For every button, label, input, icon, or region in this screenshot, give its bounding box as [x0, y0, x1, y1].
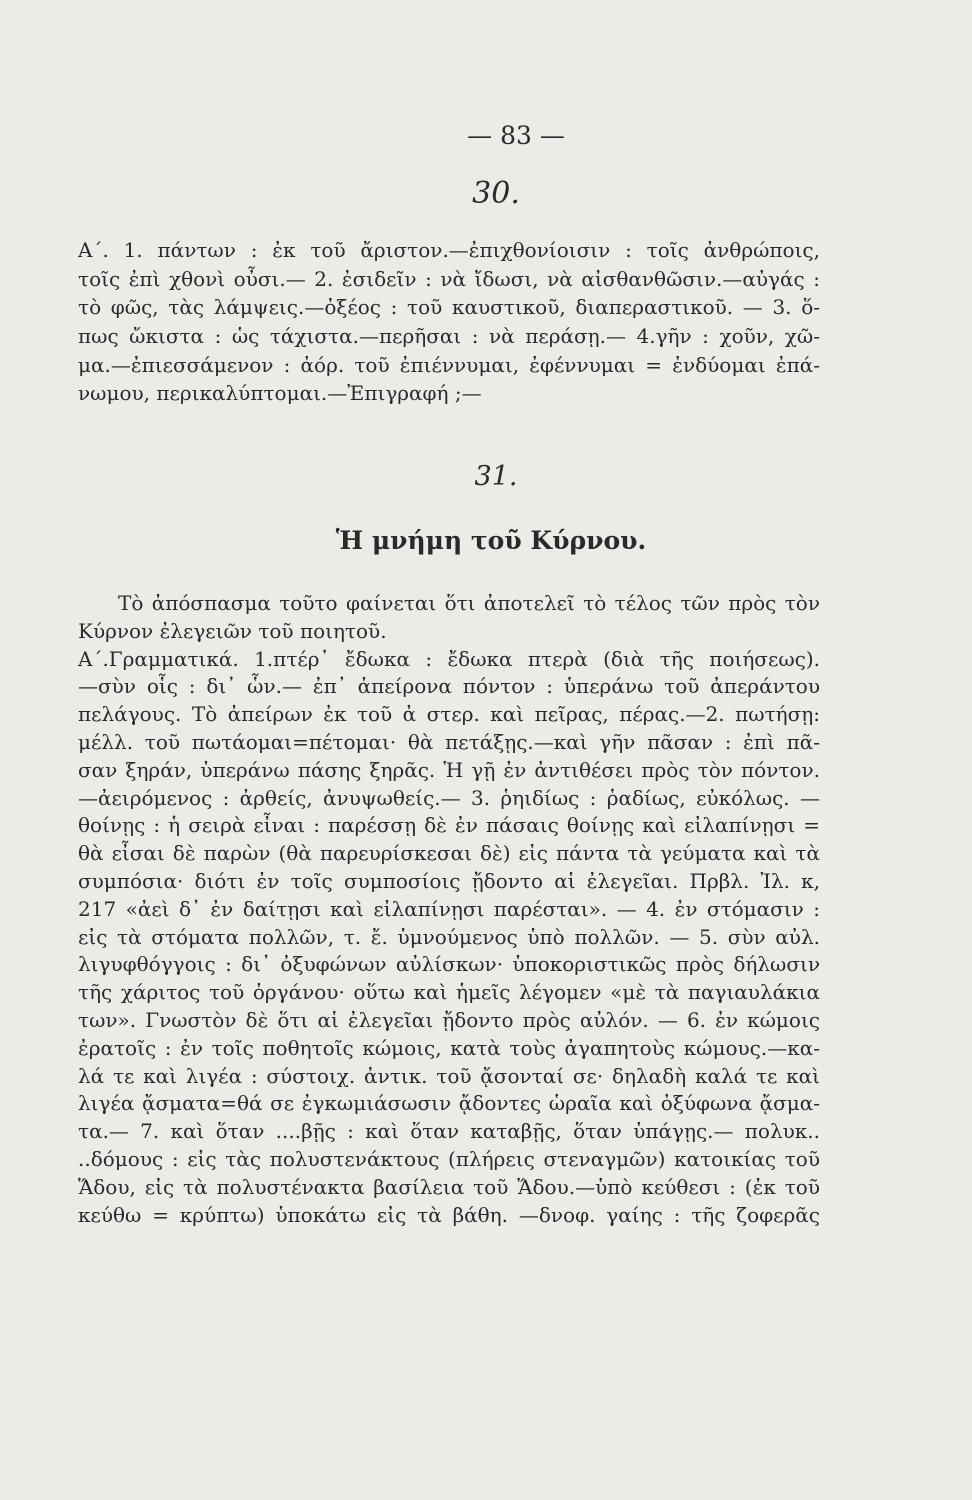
text-line: τὸ φῶς, τὰς λάμψεις.—ὀξέος : τοῦ καυστικοῦ, διαπεραστικοῦ. — 3. ὅ-: [78, 295, 820, 320]
text-line: 217 «ἀεὶ δ᾽ ἐν δαίτῃσι καὶ εἰλαπίνῃσι παρέσται». — 4. ἐν στόμασιν :: [78, 896, 820, 921]
text-line: Α΄. 1. πάντων : ἐκ τοῦ ἄριστον.—ἐπιχθονίοισιν : τοῖς ἀνθρώποις,: [78, 238, 820, 262]
section-31-title: Ἡ μνήμη τοῦ Κύρνου.: [335, 526, 647, 555]
text-line: Τὸ ἀπόσπασμα τοῦτο φαίνεται ὅτι ἀποτελεῖ τὸ τέλος τῶν πρὸς τὸν: [118, 591, 820, 615]
text-line: εἰς τὰ στόματα πολλῶν, τ. ἔ. ὑμνούμενος ὑπὸ πολλῶν. — 5. σὺν αὐλ.: [78, 924, 820, 949]
text-line: σαν ξηράν, ὑπεράνω πάσης ξηρᾶς. Ἡ γῇ ἐν ἀντιθέσει πρὸς τὸν πόντον.: [78, 757, 820, 782]
text-line: συμπόσια· διότι ἐν τοῖς συμποσίοις ᾔδοντο αἱ ἐλεγεῖαι. Πρβλ. Ἰλ. κ,: [78, 868, 820, 893]
text-line: —σὺν οἷς : δι᾽ ὧν.— ἐπ᾽ ἀπείρονα πόντον : ὑπεράνω τοῦ ἀπεράντου: [78, 674, 820, 699]
text-line: λιγέα ᾄσματα=θά σε ἐγκωμιάσωσιν ᾄδοντες ὡραῖα καὶ ὀξύφωνα ᾄσμα-: [78, 1091, 820, 1116]
text-line: Α΄.Γραμματικά. 1.πτέρ᾽ ἔδωκα : ἔδωκα πτερὰ (διὰ τῆς ποιήσεως).: [78, 646, 820, 671]
text-line: νωμου, περικαλύπτομαι.—Ἐπιγραφή ;—: [78, 381, 482, 406]
text-line: τοῖς ἐπὶ χθονὶ οὖσι.— 2. ἐσιδεῖν : νὰ ἴδωσι, νὰ αἰσθανθῶσιν.—αὐγάς :: [78, 266, 820, 291]
text-line: θοίνῃς : ἡ σειρὰ εἶναι : παρέσσῃ δὲ ἐν πάσαις θοίνῃς καὶ εἰλαπίνῃσι =: [78, 813, 820, 838]
text-line: μα.—ἐπιεσσάμενον : ἀόρ. τοῦ ἐπιέννυμαι, ἐφέννυμαι = ἐνδύομαι ἐπά-: [78, 352, 820, 377]
text-line: πελάγους. Τὸ ἀπείρων ἐκ τοῦ ἀ στερ. καὶ πεῖρας, πέρας.—2. πωτήσῃ:: [78, 702, 820, 727]
section-30-number: 30.: [472, 176, 520, 211]
text-line: τα.— 7. καὶ ὅταν ....βῇς : καὶ ὅταν καταβῇς, ὅταν ὑπάγῃς.— πολυκ..: [78, 1119, 820, 1144]
text-line: θὰ εἶσαι δὲ παρὼν (θὰ παρευρίσκεσαι δὲ) εἰς πάντα τὰ γεύματα καὶ τὰ: [78, 841, 820, 866]
text-line: Κύρνον ἐλεγειῶν τοῦ ποιητοῦ.: [78, 618, 387, 643]
text-line: —ἀειρόμενος : ἀρθείς, ἀνυψωθείς.— 3. ῥηιδίως : ῥαδίως, εὐκόλως. —: [78, 785, 820, 810]
text-line: λιγυφθόγγοις : δι᾽ ὀξυφώνων αὐλίσκων· ὑποκοριστικῶς πρὸς δήλωσιν: [78, 952, 820, 977]
text-line: μέλλ. τοῦ πωτάομαι=πέτομαι· θὰ πετάξῃς.—καὶ γῆν πᾶσαν : ἐπὶ πᾶ-: [78, 729, 820, 754]
text-line: ἐρατοῖς : ἐν τοῖς ποθητοῖς κώμοις, κατὰ τοὺς ἀγαπητοὺς κώμους.—κα-: [78, 1035, 820, 1060]
section-31-number: 31.: [474, 461, 518, 492]
section-30-text: [78, 236, 820, 408]
page-number: — 83 —: [467, 121, 565, 150]
section-31-text: [78, 590, 820, 1229]
text-line: πως ὤκιστα : ὡς τάχιστα.—περῆσαι : νὰ περάσῃ.— 4.γῆν : χοῦν, χῶ-: [78, 324, 820, 349]
text-line: των». Γνωστὸν δὲ ὅτι αἱ ἐλεγεῖαι ᾔδοντο πρὸς αὐλόν. — 6. ἐν κώμοις: [78, 1007, 820, 1032]
text-line: τῆς χάριτος τοῦ ὀργάνου· οὕτω καὶ ἡμεῖς λέγομεν «μὲ τὰ παγιαυλάκια: [78, 980, 820, 1005]
text-line: λά τε καὶ λιγέα : σύστοιχ. ἀντικ. τοῦ ᾄσονταί σε· δηλαδὴ καλά τε καὶ: [78, 1063, 820, 1088]
text-line: ..δόμους : εἰς τὰς πολυστενάκτους (πλήρεις στεναγμῶν) κατοικίας τοῦ: [78, 1146, 820, 1171]
text-line: κεύθω = κρύπτω) ὑποκάτω εἰς τὰ βάθη. —δνοφ. γαίης : τῆς ζοφερᾶς: [78, 1202, 820, 1227]
text-line: Ἅδου, εἰς τὰ πολυστένακτα βασίλεια τοῦ Ἅδου.—ὑπὸ κεύθεσι : (ἐκ τοῦ: [78, 1174, 820, 1199]
